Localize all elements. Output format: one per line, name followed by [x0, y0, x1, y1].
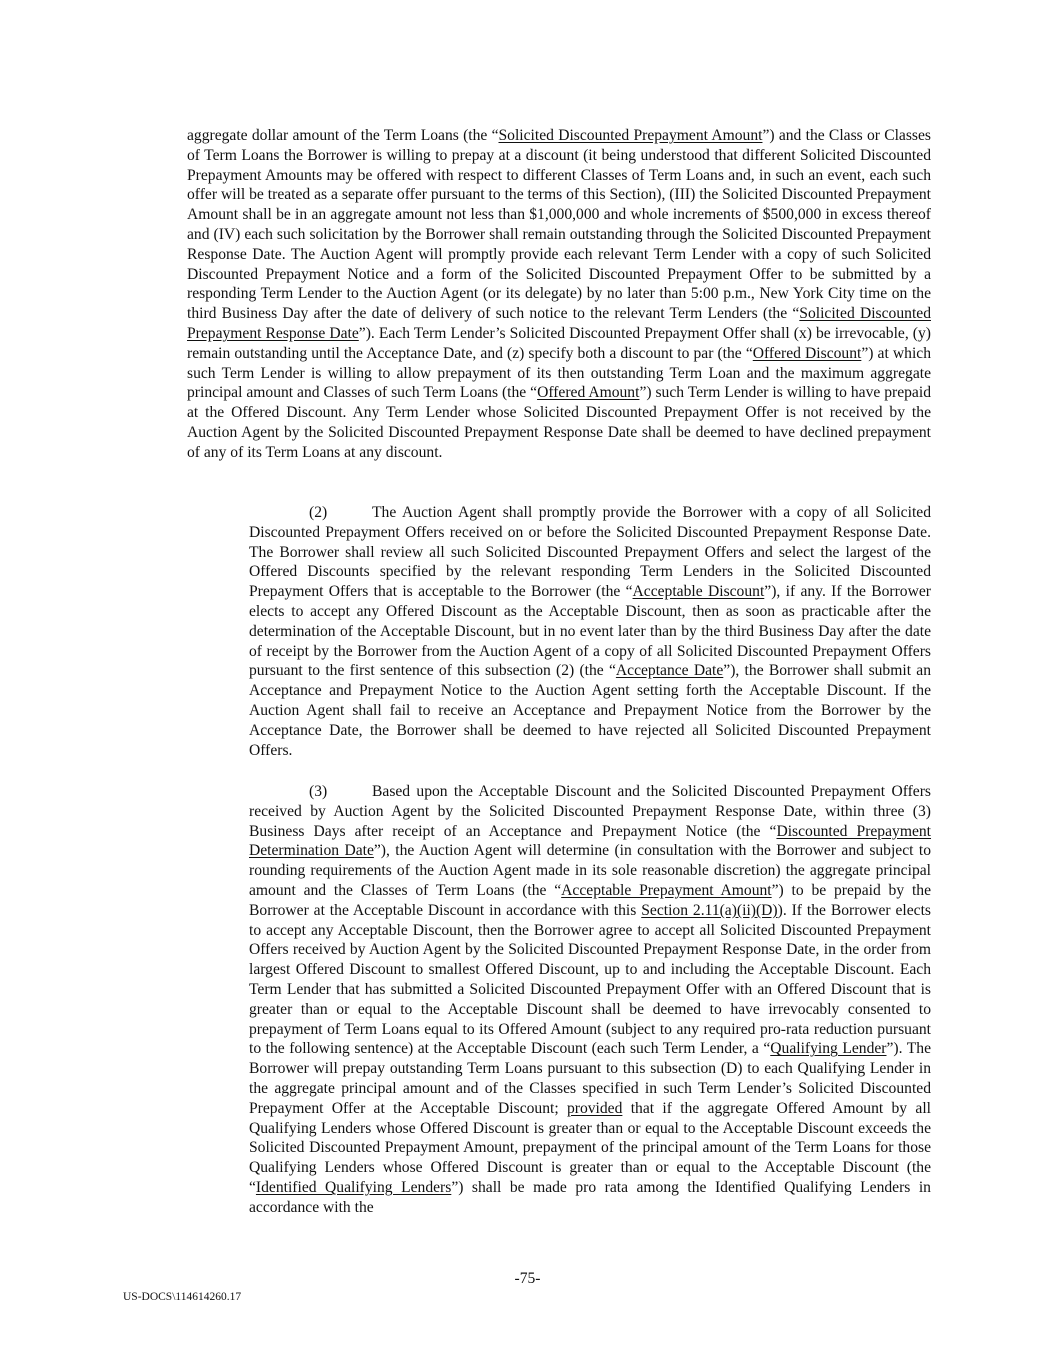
- text-run: Based upon the Acceptable Discount and the Solicited Discounted Prepayment Offers received by Auction Agent by the Solicited Discounted Prepayment Response Date, within three (3) Business Days after receipt of an Acceptance and Prepayment Notice (the “: [249, 783, 931, 840]
- text-run: ”), the Borrower shall submit an Acceptance and Prepayment Notice to the Auction Agent setting forth the Acceptable Discount. If the Auction Agent shall fail to receive an Acceptance and Prepayment Notice from the Borrower by the Acceptance Date, the Borrower shall be deemed to have rejected all Solicited Discounted Prepayment Offers.: [249, 662, 931, 759]
- text-run: ”), the Auction Agent will determine (in consultation with the Borrower and subject to rounding requirements of the Auction Agent made in its sole reasonable discretion) the aggregate principal amount and the Classes of Term Loans (the “: [249, 842, 931, 899]
- document-id: US-DOCS\114614260.17: [123, 1291, 242, 1303]
- text-run: ”), if any. If the Borrower elects to accept any Offered Discount as the Acceptable Discount, then as soon as practicable after the determination of the Acceptable Discount, but in no event later than by the third Business Day after the date of receipt by the Borrower from the Auction Agent of a copy of all Solicited Discounted Prepayment Offers pursuant to the first sentence of this subsection (2) (the “: [249, 583, 931, 680]
- defined-term: Qualifying Lender: [770, 1040, 887, 1058]
- text-run: that if the aggregate Offered Amount by all Qualifying Lenders whose Offered Discount is greater than or equal to the Acceptable Discount exceeds the Solicited Discounted Prepayment Amount, prepayment of the principal amount of the Term Loans for those Qualifying Lenders whose Offered Discount is greater than or equal to the Acceptable Discount (the “: [249, 1099, 931, 1196]
- text-run: ”) and the Class or Classes of Term Loans the Borrower is willing to prepay at a discount (it being understood that different Solicited Discounted Prepayment Amounts may be offered with respect to different Classes of Term Loans and, in such an event, each such offer will be treated as a separate offer pursuant to the terms of this Section), (III) the Solicited Discounted Prepayment Amount shall be in an aggregate amount not less than $1,000,000 and whole increments of $500,000 in excess thereof and (IV) each such solicitation by the Borrower shall remain outstanding through the Solicited Discounted Prepayment Response Date. The Auction Agent will promptly provide each relevant Term Lender with a copy of such Solicited Discounted Prepayment Notice and a form of the Solicited Discounted Prepayment Offer to be submitted by a responding Term Lender to the Auction Agent (or its delegate) by no later than 5:00 p.m., New York City time on the third Business Day after the date of delivery of such notice to the relevant Term Lenders (the “: [187, 127, 931, 323]
- paragraph-solicited-discounted-prepayment: [187, 126, 931, 463]
- subsection-number: (3): [309, 783, 328, 800]
- defined-term: Offered Amount: [537, 384, 640, 402]
- defined-term: Acceptable Discount: [632, 583, 765, 601]
- paragraph-subsection-3: [249, 782, 931, 1218]
- text-run: ”). Each Term Lender’s Solicited Discounted Prepayment Offer shall (x) be irrevocable, (y) remain outstanding until the Acceptance Date, and (z) specify both a discount to par (the “: [187, 324, 931, 362]
- defined-term: Offered Discount: [752, 344, 862, 362]
- text-run: aggregate dollar amount of the Term Loans (the “: [187, 127, 499, 144]
- defined-term: Acceptance Date: [615, 662, 724, 680]
- defined-term: Discounted Prepayment Determination Date: [249, 822, 932, 860]
- section-reference: Section 2.11(a)(ii)(D): [641, 901, 778, 919]
- text-run: ”) to be prepaid by the Borrower at the Acceptable Discount in accordance with this: [249, 881, 931, 919]
- defined-term: Acceptable Prepayment Amount: [561, 881, 772, 899]
- defined-term: Identified Qualifying Lenders: [255, 1178, 452, 1196]
- defined-term: provided: [566, 1099, 623, 1117]
- text-run: The Auction Agent shall promptly provide the Borrower with a copy of all Solicited Discounted Prepayment Offers received on or before the Solicited Discounted Prepayment Response Date. The Borrower shall review all such Solicited Discounted Prepayment Offers and select the largest of the Offered Discounts specified by the relevant responding Term Lenders in the Solicited Discounted Prepayment Offers that is acceptable to the Borrower (the “: [249, 504, 931, 601]
- text-run: ”) shall be made pro rata among the Identified Qualifying Lenders in accordance with the: [249, 1178, 931, 1216]
- text-run: ”) at which such Term Lender is willing to allow prepayment of its then outstanding Term Loan and the maximum aggregate principal amount and Classes of such Term Loans (the “: [187, 344, 931, 402]
- page-number: -75-: [514, 1270, 541, 1287]
- text-run: ”) such Term Lender is willing to have prepaid at the Offered Discount. Any Term Lender whose Solicited Discounted Prepayment Offer is not received by the Auction Agent by the Solicited Discounted Prepayment Response Date shall be deemed to have declined prepayment of any of its Term Loans at any discount.: [187, 384, 931, 461]
- subsection-number: (2): [309, 504, 328, 521]
- defined-term: Solicited Discounted Prepayment Response Date: [187, 305, 931, 342]
- text-run: ”). The Borrower will prepay outstanding Term Loans pursuant to this subsection (D) to each Qualifying Lender in the aggregate principal amount and of the Classes specified in such Term Lender’s Solicited Discounted Prepayment Offer at the Acceptable Discount;: [249, 1040, 931, 1117]
- defined-term: Solicited Discounted Prepayment Amount: [498, 127, 763, 144]
- paragraph-subsection-2: [249, 503, 931, 760]
- text-run: ). If the Borrower elects to accept any Acceptable Discount, then the Borrower agree to accept all Solicited Discounted Prepayment Offers received by Auction Agent by the Solicited Discounted Prepayment Response Date, in the order from largest Offered Discount to smallest Offered Discount, up to and including the Acceptable Discount. Each Term Lender that has submitted a Solicited Discounted Prepayment Offer with an Offered Discount that is greater than or equal to the Acceptable Discount shall be deemed to have irrevocably consented to prepayment of Term Loans equal to its Offered Amount (subject to any required pro-rata reduction pursuant to the following sentence) at the Acceptable Discount (each such Term Lender, a “: [249, 901, 932, 1058]
